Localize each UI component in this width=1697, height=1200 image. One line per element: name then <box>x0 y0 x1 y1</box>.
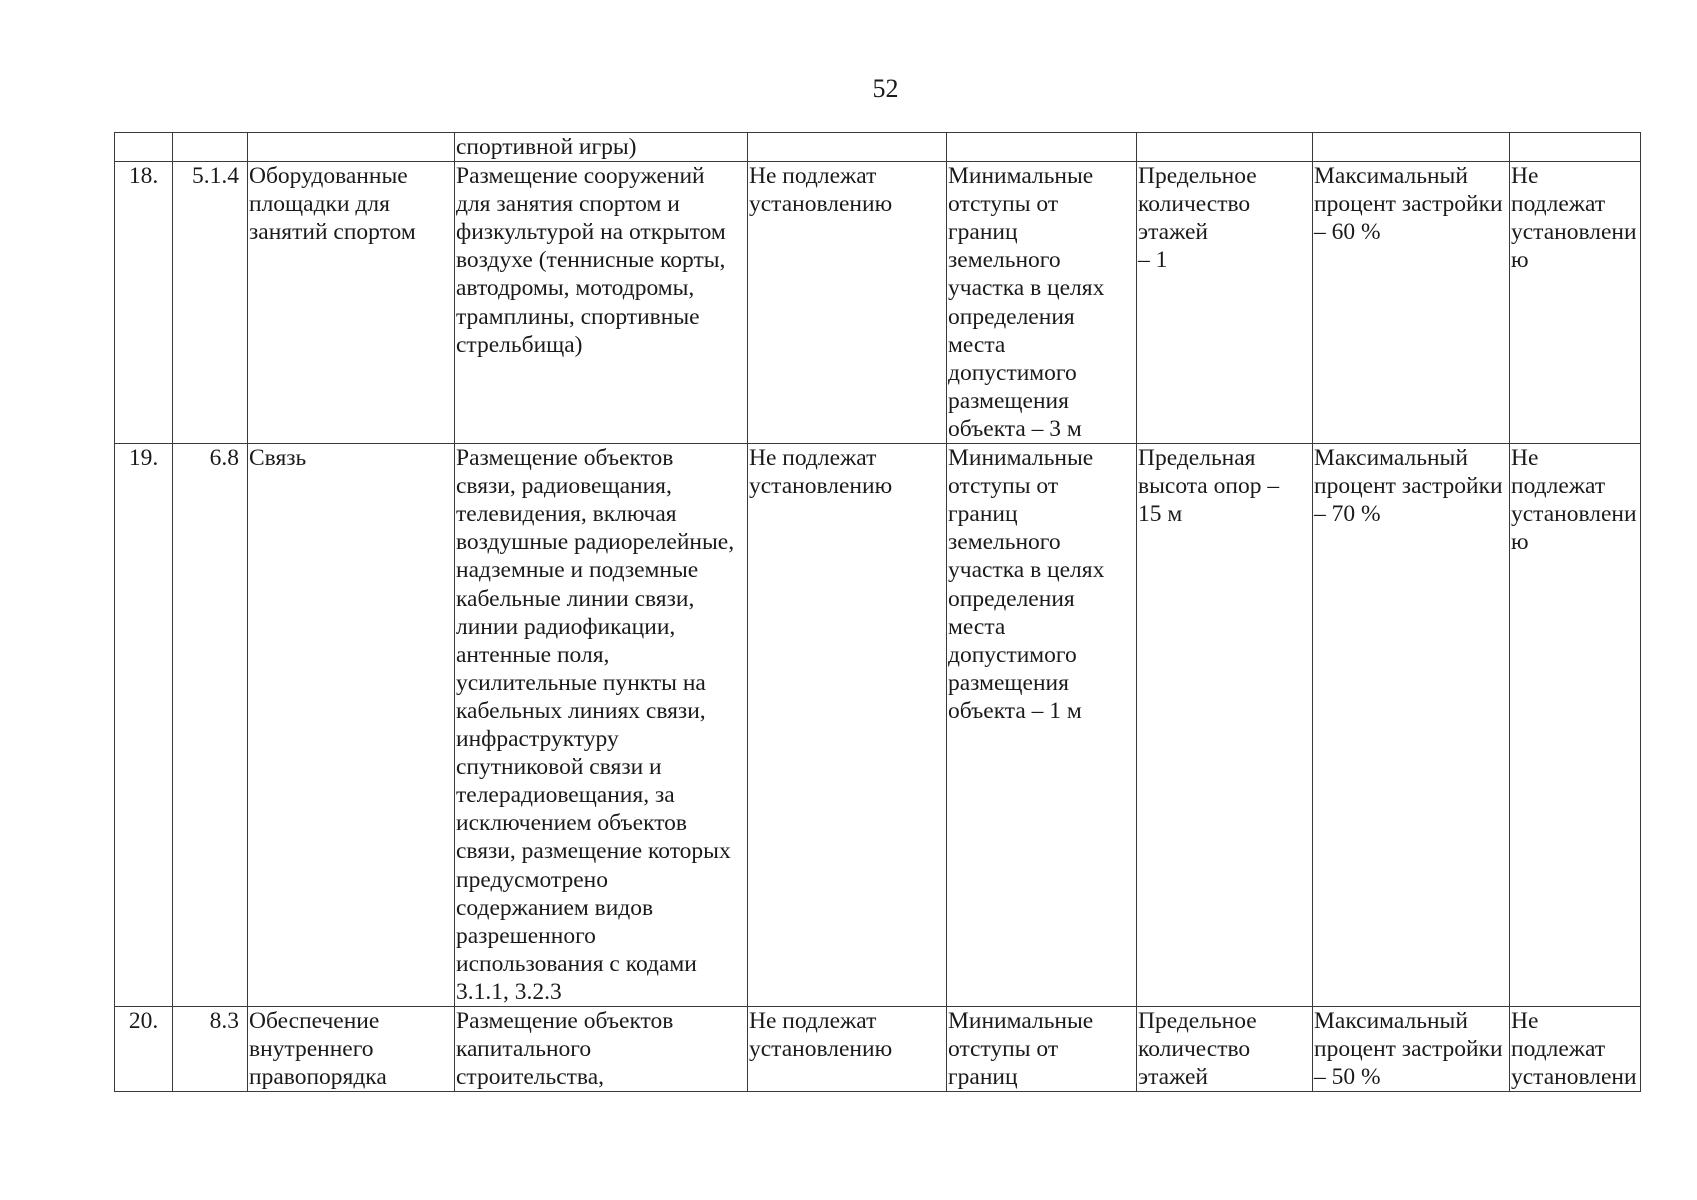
cell-plot-size: Не подлежат установлению <box>748 444 947 1007</box>
cell-name: Обеспечение внутреннего правопорядка <box>248 1006 455 1091</box>
cell-description: Размещение сооружений для занятия спортом и физкультурой на открытом воздухе (теннисные корты, автодромы, мотодромы, трамплины, спортивные стрельбища) <box>455 162 748 444</box>
cell-description: Размещение объектов капитального строительства, <box>455 1006 748 1091</box>
cell-other: Не подлежат установлени ю <box>1510 162 1641 444</box>
cell-code: 5.1.4 <box>173 162 248 444</box>
cell-code <box>173 133 248 162</box>
cell-code: 8.3 <box>173 1006 248 1091</box>
cell-num <box>115 133 173 162</box>
cell-name: Оборудованные площадки для занятий спортом <box>248 162 455 444</box>
page-number: 52 <box>872 74 899 103</box>
cell-setbacks: Минимальные отступы от границ земельного участка в целях определения места допустимого размещения объекта – 1 м <box>947 444 1137 1007</box>
cell-description: спортивной игры) <box>455 133 748 162</box>
cell-setbacks: Минимальные отступы от границ земельного участка в целях определения места допустимого размещения объекта – 3 м <box>947 162 1137 444</box>
cell-height: Предельное количество этажей <box>1137 1006 1313 1091</box>
cell-coverage <box>1313 133 1510 162</box>
table-row <box>115 162 1641 444</box>
cell-coverage: Максимальный процент застройки – 60 % <box>1313 162 1510 444</box>
cell-height <box>1137 133 1313 162</box>
cell-name <box>248 133 455 162</box>
cell-code: 6.8 <box>173 444 248 1007</box>
cell-other: Не подлежат установлени ю <box>1510 444 1641 1007</box>
cell-plot-size: Не подлежат установлению <box>748 162 947 444</box>
cell-num: 19. <box>115 444 173 1007</box>
cell-num: 18. <box>115 162 173 444</box>
table-row <box>115 1006 1641 1091</box>
cell-name: Связь <box>248 444 455 1007</box>
table-row <box>115 444 1641 1007</box>
table-row-continuation <box>115 133 1641 162</box>
cell-plot-size <box>748 133 947 162</box>
cell-setbacks: Минимальные отступы от границ <box>947 1006 1137 1091</box>
cell-coverage: Максимальный процент застройки – 50 % <box>1313 1006 1510 1091</box>
regulations-table <box>114 132 1641 1092</box>
cell-num: 20. <box>115 1006 173 1091</box>
cell-setbacks <box>947 133 1137 162</box>
cell-coverage: Максимальный процент застройки – 70 % <box>1313 444 1510 1007</box>
cell-description: Размещение объектов связи, радиовещания, телевидения, включая воздушные радиорелейные, надземные и подземные кабельные линии связи, линии радиофикации, антенные поля, усилительные пункты на кабельных линиях связи, инфраструктуру спутниковой связи и телерадиовещания, за исключением объектов связи, размещение которых предусмотрено содержанием видов разрешенного использования с кодами 3.1.1, 3.2.3 <box>455 444 748 1007</box>
cell-other: Не подлежат установлени <box>1510 1006 1641 1091</box>
cell-other <box>1510 133 1641 162</box>
cell-plot-size: Не подлежат установлению <box>748 1006 947 1091</box>
cell-height: Предельное количество этажей – 1 <box>1137 162 1313 444</box>
cell-height: Предельная высота опор – 15 м <box>1137 444 1313 1007</box>
